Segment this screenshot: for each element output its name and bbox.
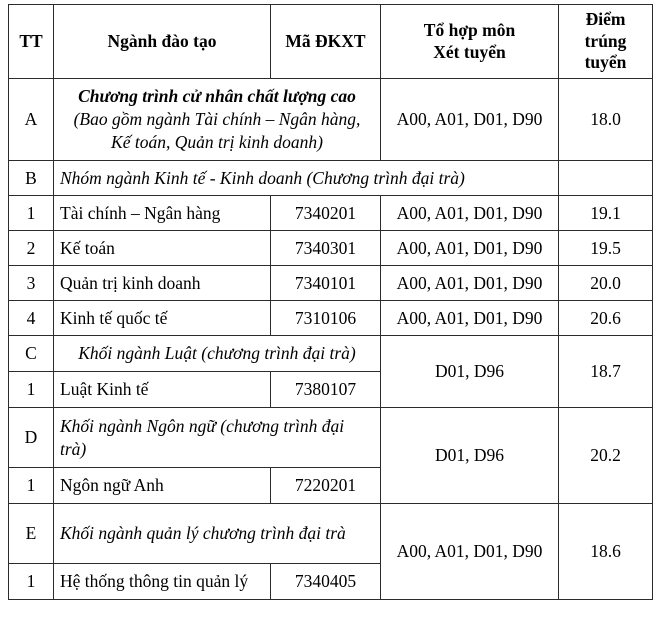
major-name: Hệ thống thông tin quản lý <box>54 564 271 600</box>
row-index: 1 <box>9 468 54 504</box>
benchmark-score: 20.6 <box>559 301 653 336</box>
subject-combination: A00, A01, D01, D90 <box>381 301 559 336</box>
major-name: Tài chính – Ngân hàng <box>54 196 271 231</box>
section-c-combination: D01, D96 <box>381 336 559 408</box>
section-a-score: 18.0 <box>559 79 653 161</box>
registration-code: 7340101 <box>271 266 381 301</box>
subject-combination: A00, A01, D01, D90 <box>381 266 559 301</box>
section-c-title: Khối ngành Luật (chương trình đại trà) <box>54 336 381 372</box>
admission-scores-table-container <box>8 4 652 600</box>
column-header-subject-combination <box>381 5 559 79</box>
major-name: Ngôn ngữ Anh <box>54 468 271 504</box>
section-a-label: A <box>9 79 54 161</box>
benchmark-score-line-1: Điểm <box>585 8 626 29</box>
registration-code: 7380107 <box>271 372 381 408</box>
section-a-combination: A00, A01, D01, D90 <box>381 79 559 161</box>
registration-code: 7220201 <box>271 468 381 504</box>
section-a-note-line-1: (Bao gồm ngành Tài chính – Ngân hàng, <box>73 109 361 130</box>
section-b-title: Nhóm ngành Kinh tế - Kinh doanh (Chương trình đại trà) <box>54 161 559 196</box>
benchmark-score: 19.5 <box>559 231 653 266</box>
benchmark-score: 20.0 <box>559 266 653 301</box>
table-row <box>9 231 653 266</box>
registration-code: 7340201 <box>271 196 381 231</box>
section-e-label: E <box>9 504 54 564</box>
subject-combination-line-2: Xét tuyển <box>433 41 506 62</box>
registration-code: 7340405 <box>271 564 381 600</box>
row-index: 1 <box>9 372 54 408</box>
section-b-label: B <box>9 161 54 196</box>
major-name: Quản trị kinh doanh <box>54 266 271 301</box>
major-name: Kinh tế quốc tế <box>54 301 271 336</box>
table-row <box>9 301 653 336</box>
section-a-title: Chương trình cử nhân chất lượng cao <box>78 86 356 107</box>
table-row <box>9 408 653 468</box>
section-a-note-line-2: Kế toán, Quản trị kinh doanh) <box>111 131 323 152</box>
benchmark-score-line-2: trúng <box>584 30 627 51</box>
subject-combination: A00, A01, D01, D90 <box>381 196 559 231</box>
section-a-description <box>54 79 381 161</box>
benchmark-score-line-3: tuyển <box>584 52 627 73</box>
section-e-combination: A00, A01, D01, D90 <box>381 504 559 600</box>
table-row <box>9 266 653 301</box>
section-e-score: 18.6 <box>559 504 653 600</box>
section-c-label: C <box>9 336 54 372</box>
row-index: 3 <box>9 266 54 301</box>
section-d-title: Khối ngành Ngôn ngữ (chương trình đại trà) <box>54 408 381 468</box>
row-index: 4 <box>9 301 54 336</box>
row-index: 2 <box>9 231 54 266</box>
table-row <box>9 336 653 372</box>
registration-code: 7310106 <box>271 301 381 336</box>
table-row <box>9 504 653 564</box>
column-header-benchmark-score <box>559 5 653 79</box>
subject-combination-line-1: Tổ hợp môn <box>423 19 516 40</box>
section-b-score <box>559 161 653 196</box>
column-header-tt: TT <box>9 5 54 79</box>
subject-combination: A00, A01, D01, D90 <box>381 231 559 266</box>
registration-code: 7340301 <box>271 231 381 266</box>
major-name: Luật Kinh tế <box>54 372 271 408</box>
section-d-label: D <box>9 408 54 468</box>
section-d-combination: D01, D96 <box>381 408 559 504</box>
benchmark-score: 19.1 <box>559 196 653 231</box>
row-index: 1 <box>9 196 54 231</box>
section-d-score: 20.2 <box>559 408 653 504</box>
column-header-major-name: Ngành đào tạo <box>54 5 271 79</box>
section-e-title: Khối ngành quản lý chương trình đại trà <box>54 504 381 564</box>
table-row <box>9 161 653 196</box>
table-row <box>9 196 653 231</box>
section-c-score: 18.7 <box>559 336 653 408</box>
table-header-row <box>9 5 653 79</box>
row-index: 1 <box>9 564 54 600</box>
major-name: Kế toán <box>54 231 271 266</box>
admission-scores-table <box>8 4 653 600</box>
column-header-registration-code: Mã ĐKXT <box>271 5 381 79</box>
table-row <box>9 79 653 161</box>
